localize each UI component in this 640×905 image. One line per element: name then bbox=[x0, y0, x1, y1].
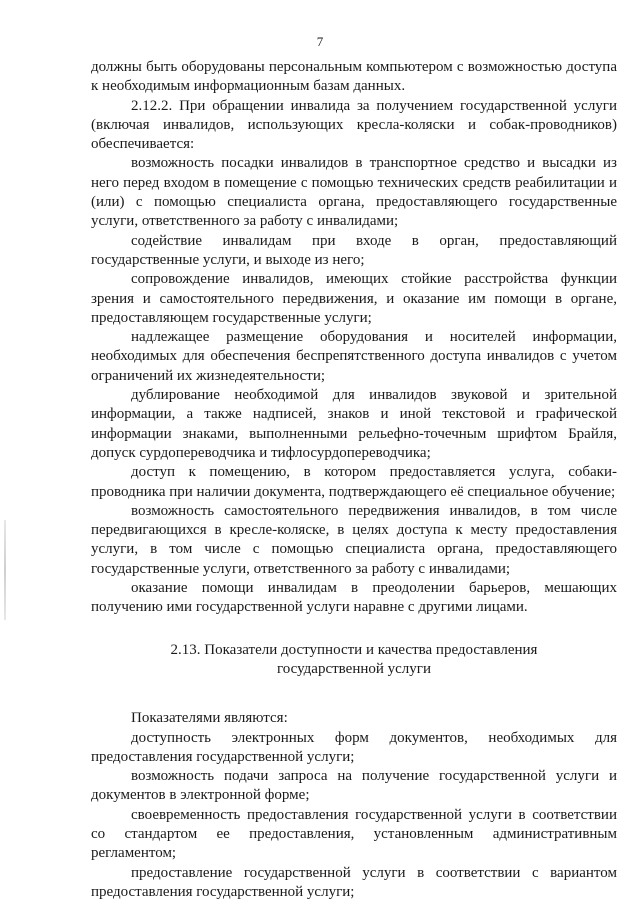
paragraph: предоставление государственной услуги в соответствии с вариантом предоставления государственной услуги; bbox=[91, 864, 617, 900]
paragraph: должны быть оборудованы персональным компьютером с возможностью доступа к необходимым информационным базам данных. bbox=[91, 59, 617, 95]
section-heading-line: 2.13. Показатели доступности и качества предоставления bbox=[170, 641, 538, 658]
section-heading-line: государственной услуги bbox=[277, 660, 431, 677]
paragraph: возможность подачи запроса на получение государственной услуги и документов в электронной форме; bbox=[91, 768, 617, 804]
paragraph: дублирование необходимой для инвалидов звуковой и зрительной информации, а также надписей, знаков и иной текстовой и графической информации знаками, выполненными рельефно-точечным шрифтом Брайля, допуск сурдопереводчика и тифлосурдопереводчика; bbox=[91, 387, 617, 461]
paragraph: возможность самостоятельного передвижения инвалидов, в том числе передвигающихся в кресле-коляске, в целях доступа к месту предоставления услуги, в том числе с помощью специалиста органа, предоставляющего государственные услуги, ответственного за работу с инвалидами; bbox=[91, 502, 617, 577]
document-body bbox=[91, 58, 617, 902]
paragraph: 2.12.2. При обращении инвалида за получением государственной услуги (включая инвалидов, использующих кресла-коляски и собак-проводников) обеспечивается: bbox=[91, 97, 617, 153]
paragraph: доступность электронных форм документов, необходимых для предоставления государственной услуги; bbox=[91, 729, 617, 765]
page-number: 7 bbox=[316, 34, 324, 49]
paragraph: доступ к помещению, в котором предоставляется услуга, собаки-проводника при наличии документа, подтверждающего её специальное обучение; bbox=[91, 464, 617, 500]
paragraph: Показателями являются: bbox=[131, 710, 288, 727]
paragraph: надлежащее размещение оборудования и носителей информации, необходимых для обеспечения беспрепятственного доступа инвалидов с учетом ограничений их жизнедеятельности; bbox=[91, 329, 617, 384]
paragraph: сопровождение инвалидов, имеющих стойкие расстройства функции зрения и самостоятельного передвижения, и оказание им помощи в органе, предоставляющем государственные услуги; bbox=[91, 271, 617, 326]
scan-margin-mark bbox=[4, 520, 6, 620]
section-heading bbox=[91, 641, 617, 680]
paragraph: оказание помощи инвалидам в преодолении барьеров, мешающих получению ими государственной услуги наравне с другими лицами. bbox=[91, 580, 617, 616]
paragraph: содействие инвалидам при входе в орган, предоставляющий государственные услуги, и выходе из него; bbox=[91, 232, 617, 268]
paragraph: своевременность предоставления государственной услуги в соответствии со стандартом ее предоставления, установленным административным регламентом; bbox=[91, 806, 617, 862]
paragraph: возможность посадки инвалидов в транспортное средство и высадки из него перед входом в помещение с помощью технических средств реабилитации и (или) с помощью специалиста органа, предоставляющего государственные услуги, ответственного за работу с инвалидами; bbox=[91, 155, 617, 230]
